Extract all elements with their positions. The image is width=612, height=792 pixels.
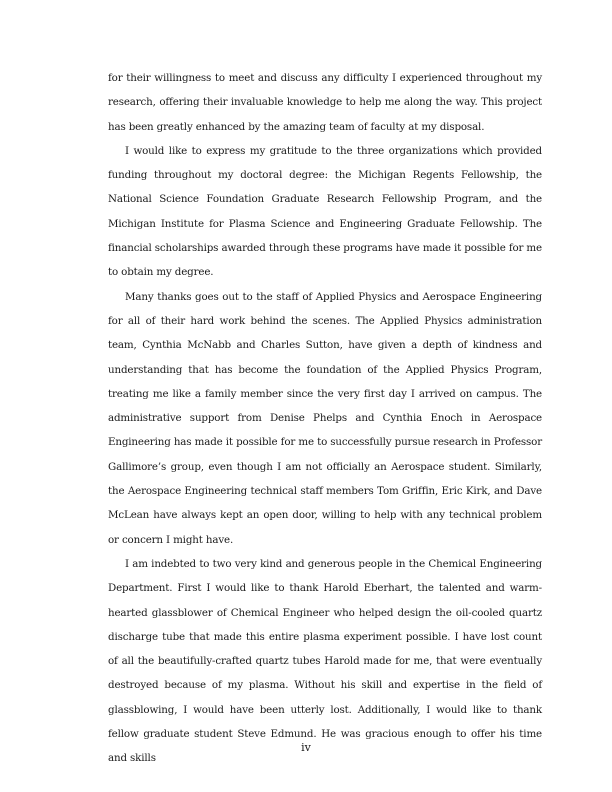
paragraph-funding: I would like to express my gratitude to the three organizations which provided funding throughout my doctoral degree: the Michigan Regents Fellowship, the National Science Foundation Graduate Research Fellowship Program, and the Michigan Institute for Plasma Science and Engineering Graduate Fellowship. The financial scholarships awarded through these programs have made it possible for me to obtain my degree. bbox=[108, 144, 542, 279]
body-text bbox=[108, 66, 542, 771]
paragraph-continuation: for their willingness to meet and discuss any difficulty I experienced throughout my research, offering their invaluable knowledge to help me along the way. This project has been greatly enhanced by the amazing team of faculty at my disposal. bbox=[108, 72, 542, 133]
page-number: iv bbox=[301, 741, 311, 754]
paragraph-staff: Many thanks goes out to the staff of Applied Physics and Aerospace Engineering for all of their hard work behind the scenes. The Applied Physics administration team, Cynthia McNabb and Charles Sutton, have given a depth of kindness and understanding that has become the foundation of the Applied Physics Program, treating me like a family member since the very first day I arrived on campus. The administrative support from Denise Phelps and Cynthia Enoch in Aerospace Engineering has made it possible for me to successfully pursue research in Professor Gallimore’s group, even though I am not officially an Aerospace student. Similarly, the Aerospace Engineering technical staff members Tom Griffin, Eric Kirk, and Dave McLean have always kept an open door, willing to help with any technical problem or concern I might have. bbox=[108, 290, 542, 546]
paragraph-chemical-engineering: I am indebted to two very kind and generous people in the Chemical Engineering Department. First I would like to thank Harold Eberhart, the talented and warm-hearted glassblower of Chemical Engineer who helped design the oil-cooled quartz discharge tube that made this entire plasma experiment possible. I have lost count of all the beautifully-crafted quartz tubes Harold made for me, that were eventually destroyed because of my plasma. Without his skill and expertise in the field of glassblowing, I would have been utterly lost. Additionally, I would like to thank fellow graduate student Steve Edmund. He was gracious enough to offer his time and skills bbox=[108, 557, 542, 765]
